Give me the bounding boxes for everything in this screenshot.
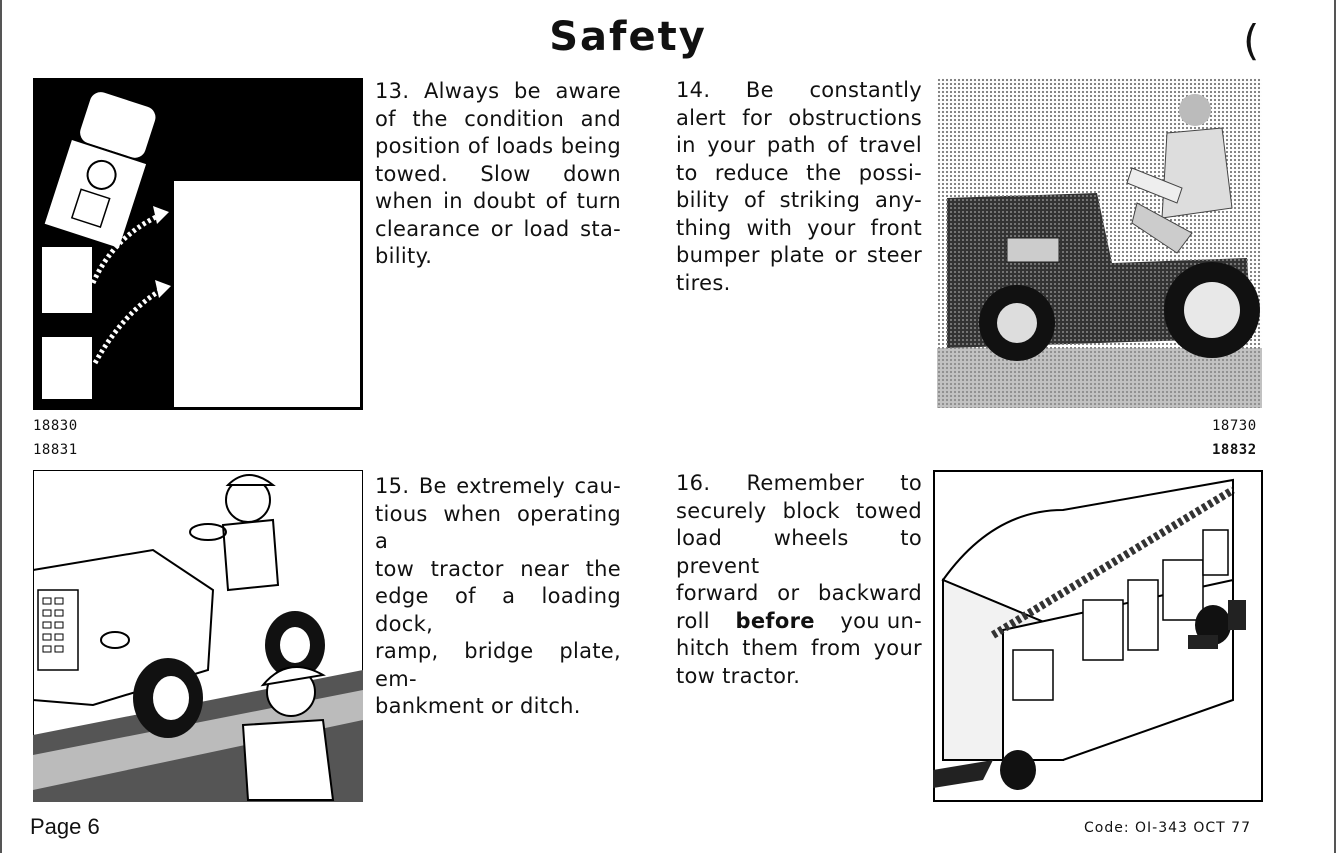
page-edge-left [0,0,2,853]
figure-code: 18730 [1212,418,1257,434]
towing-illustration [33,78,363,410]
dock-edge-cartoon [33,470,363,802]
corner-mark: ( [1243,16,1260,65]
blocked-cart-illustration [933,470,1263,802]
safety-item-13: 13. Always be aware of the condition and position of loads being towed. Slow down when in doubt of turn clearance or load sta- bility. [375,79,621,268]
page-title: Safety [549,14,707,60]
page-number: Page 6 [30,814,100,839]
safety-item-14: 14. Be constantly alert for obstructions in your path of travel to reduce the possi- bility of striking any- thing with your front bumper plate or steer tires. [676,78,922,295]
safety-item-16: 16. Remember to securely block towed load wheels to prevent forward or backward roll before you un- hitch them from your tow tractor. [676,471,922,688]
document-code: Code: OI-343 OCT 77 [1084,820,1251,836]
tractor-photo [937,78,1262,408]
figure-code: 18830 [33,418,78,434]
safety-item-15: 15. Be extremely cau- tious when operating a tow tractor near the edge of a loading dock, ramp, bridge plate, em- bankment or ditch. [375,474,621,718]
figure-code: 18832 [1212,442,1257,458]
figure-code: 18831 [33,442,78,458]
